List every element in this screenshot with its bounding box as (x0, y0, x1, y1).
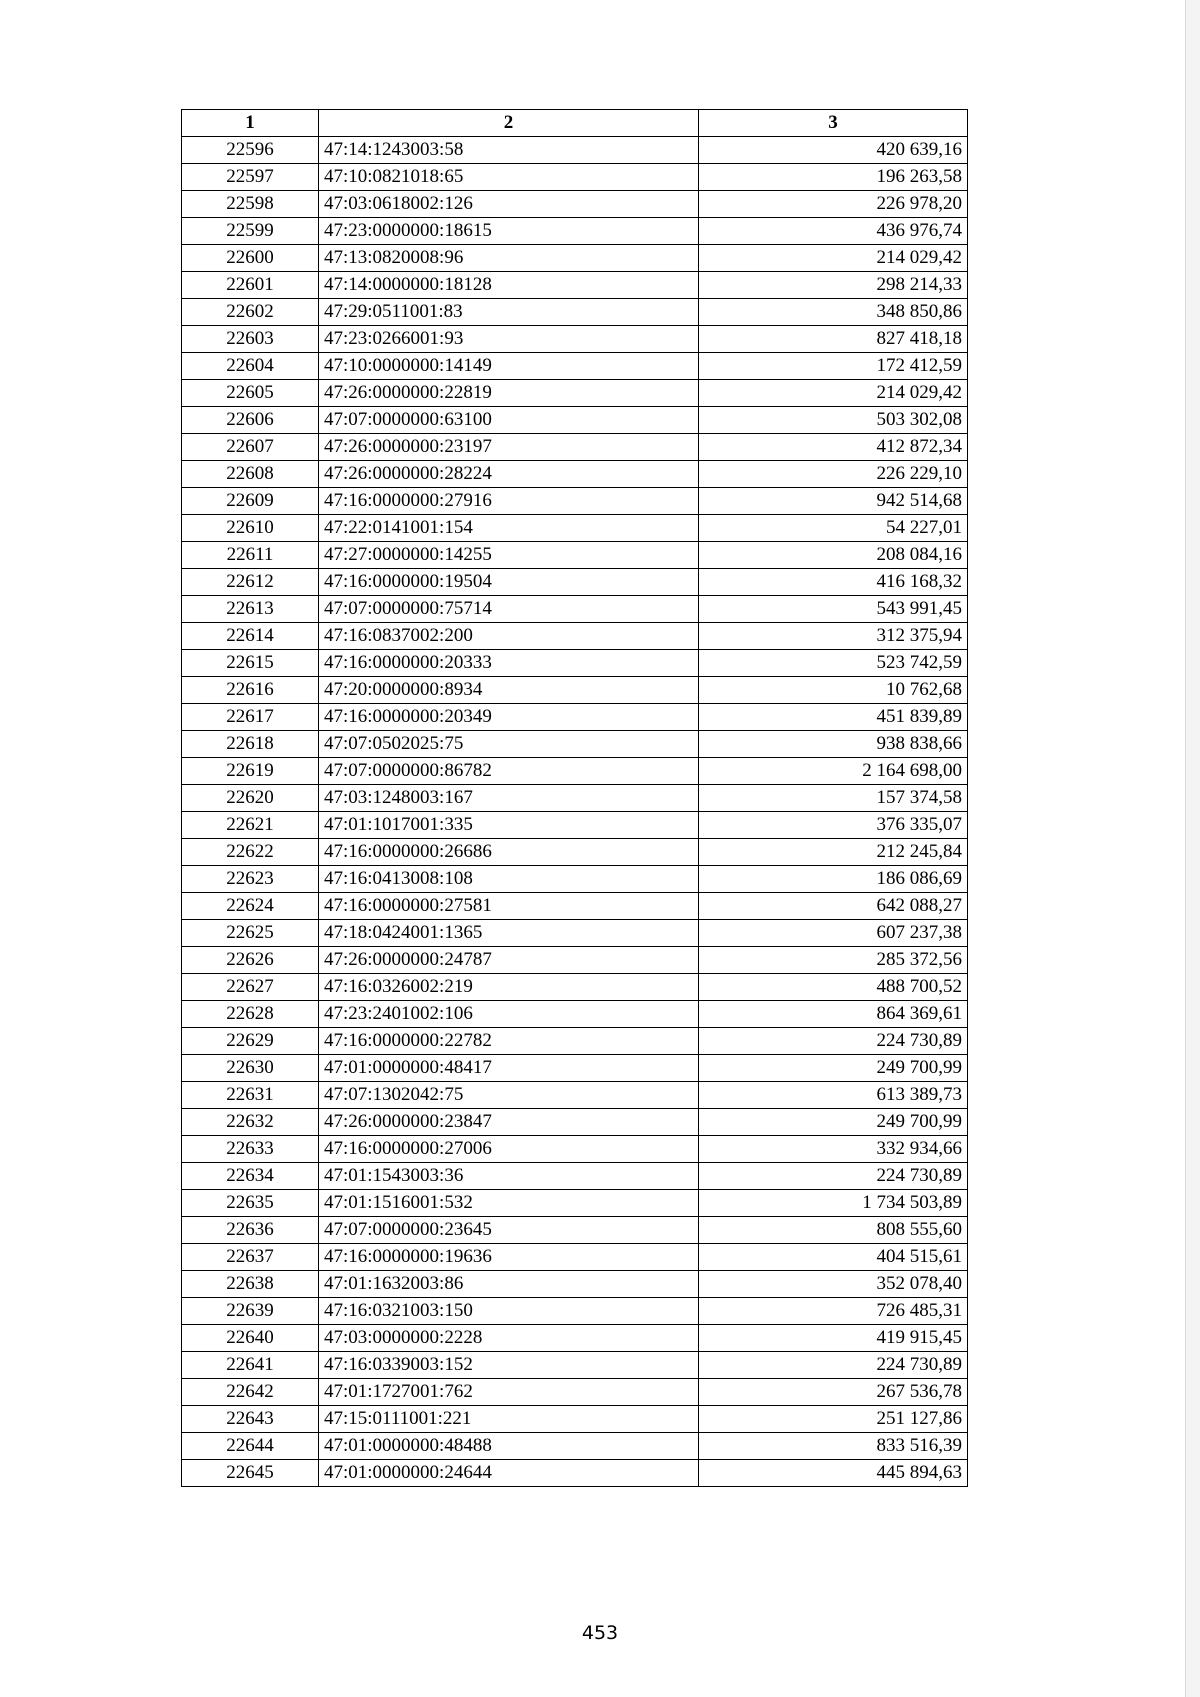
row-number-cell: 22630 (182, 1055, 319, 1082)
row-number-cell: 22597 (182, 164, 319, 191)
table-row (182, 1082, 968, 1109)
cadastral-number-cell: 47:29:0511001:83 (319, 299, 699, 326)
row-number-cell: 22644 (182, 1433, 319, 1460)
value-cell: 214 029,42 (699, 380, 968, 407)
row-number-cell: 22635 (182, 1190, 319, 1217)
row-number-cell: 22642 (182, 1379, 319, 1406)
table-row (182, 1001, 968, 1028)
cadastral-number-cell: 47:16:0000000:27581 (319, 893, 699, 920)
table-row (182, 974, 968, 1001)
row-number-cell: 22618 (182, 731, 319, 758)
table-row (182, 326, 968, 353)
table-row (182, 1433, 968, 1460)
table-row (182, 1460, 968, 1487)
row-number-cell: 22596 (182, 137, 319, 164)
cadastral-number-cell: 47:01:1516001:532 (319, 1190, 699, 1217)
cadastral-number-cell: 47:01:0000000:48417 (319, 1055, 699, 1082)
row-number-cell: 22645 (182, 1460, 319, 1487)
table-row (182, 1163, 968, 1190)
value-cell: 445 894,63 (699, 1460, 968, 1487)
row-number-cell: 22626 (182, 947, 319, 974)
row-number-cell: 22625 (182, 920, 319, 947)
table-row (182, 488, 968, 515)
value-cell: 285 372,56 (699, 947, 968, 974)
value-cell: 827 418,18 (699, 326, 968, 353)
value-cell: 54 227,01 (699, 515, 968, 542)
cadastral-number-cell: 47:26:0000000:22819 (319, 380, 699, 407)
table-row (182, 866, 968, 893)
row-number-cell: 22640 (182, 1325, 319, 1352)
value-cell: 833 516,39 (699, 1433, 968, 1460)
value-cell: 808 555,60 (699, 1217, 968, 1244)
table-row (182, 704, 968, 731)
row-number-cell: 22631 (182, 1082, 319, 1109)
cadastral-number-cell: 47:14:0000000:18128 (319, 272, 699, 299)
row-number-cell: 22636 (182, 1217, 319, 1244)
row-number-cell: 22633 (182, 1136, 319, 1163)
value-cell: 451 839,89 (699, 704, 968, 731)
table-row (182, 245, 968, 272)
page-number: 453 (581, 1622, 619, 1644)
row-number-cell: 22641 (182, 1352, 319, 1379)
row-number-cell: 22600 (182, 245, 319, 272)
table-row (182, 1217, 968, 1244)
table-row (182, 515, 968, 542)
table-row (182, 650, 968, 677)
row-number-cell: 22629 (182, 1028, 319, 1055)
value-cell: 249 700,99 (699, 1109, 968, 1136)
cadastral-number-cell: 47:26:0000000:23197 (319, 434, 699, 461)
cadastral-number-cell: 47:26:0000000:28224 (319, 461, 699, 488)
table-row (182, 191, 968, 218)
cadastral-number-cell: 47:01:1543003:36 (319, 1163, 699, 1190)
cadastral-number-cell: 47:26:0000000:23847 (319, 1109, 699, 1136)
value-cell: 726 485,31 (699, 1298, 968, 1325)
cadastral-number-cell: 47:22:0141001:154 (319, 515, 699, 542)
cadastral-number-cell: 47:10:0821018:65 (319, 164, 699, 191)
value-cell: 312 375,94 (699, 623, 968, 650)
row-number-cell: 22638 (182, 1271, 319, 1298)
cadastral-number-cell: 47:16:0000000:22782 (319, 1028, 699, 1055)
row-number-cell: 22620 (182, 785, 319, 812)
value-cell: 419 915,45 (699, 1325, 968, 1352)
cadastral-number-cell: 47:07:0000000:63100 (319, 407, 699, 434)
row-number-cell: 22634 (182, 1163, 319, 1190)
cadastral-number-cell: 47:27:0000000:14255 (319, 542, 699, 569)
value-cell: 224 730,89 (699, 1163, 968, 1190)
cadastral-number-cell: 47:18:0424001:1365 (319, 920, 699, 947)
page-edge (1185, 0, 1200, 1697)
cadastral-number-cell: 47:01:1632003:86 (319, 1271, 699, 1298)
row-number-cell: 22608 (182, 461, 319, 488)
cadastral-number-cell: 47:16:0326002:219 (319, 974, 699, 1001)
value-cell: 249 700,99 (699, 1055, 968, 1082)
cadastral-number-cell: 47:03:1248003:167 (319, 785, 699, 812)
row-number-cell: 22623 (182, 866, 319, 893)
cadastral-number-cell: 47:16:0837002:200 (319, 623, 699, 650)
row-number-cell: 22602 (182, 299, 319, 326)
cadastral-table (181, 109, 968, 1487)
cadastral-number-cell: 47:07:0000000:75714 (319, 596, 699, 623)
value-cell: 642 088,27 (699, 893, 968, 920)
cadastral-number-cell: 47:07:0502025:75 (319, 731, 699, 758)
cadastral-number-cell: 47:07:0000000:86782 (319, 758, 699, 785)
value-cell: 942 514,68 (699, 488, 968, 515)
value-cell: 212 245,84 (699, 839, 968, 866)
column-header-1: 1 (182, 110, 319, 137)
row-number-cell: 22598 (182, 191, 319, 218)
table-row (182, 1109, 968, 1136)
table-row (182, 947, 968, 974)
table-row (182, 1244, 968, 1271)
value-cell: 376 335,07 (699, 812, 968, 839)
value-cell: 196 263,58 (699, 164, 968, 191)
row-number-cell: 22614 (182, 623, 319, 650)
table-row (182, 812, 968, 839)
value-cell: 332 934,66 (699, 1136, 968, 1163)
row-number-cell: 22606 (182, 407, 319, 434)
row-number-cell: 22619 (182, 758, 319, 785)
value-cell: 864 369,61 (699, 1001, 968, 1028)
column-header-2: 2 (319, 110, 699, 137)
value-cell: 420 639,16 (699, 137, 968, 164)
row-number-cell: 22609 (182, 488, 319, 515)
header-row (182, 110, 968, 137)
row-number-cell: 22617 (182, 704, 319, 731)
row-number-cell: 22643 (182, 1406, 319, 1433)
row-number-cell: 22637 (182, 1244, 319, 1271)
cadastral-number-cell: 47:07:1302042:75 (319, 1082, 699, 1109)
value-cell: 267 536,78 (699, 1379, 968, 1406)
row-number-cell: 22639 (182, 1298, 319, 1325)
table-row (182, 407, 968, 434)
table-row (182, 353, 968, 380)
row-number-cell: 22607 (182, 434, 319, 461)
row-number-cell: 22599 (182, 218, 319, 245)
cadastral-number-cell: 47:23:2401002:106 (319, 1001, 699, 1028)
value-cell: 208 084,16 (699, 542, 968, 569)
cadastral-number-cell: 47:13:0820008:96 (319, 245, 699, 272)
cadastral-number-cell: 47:01:1017001:335 (319, 812, 699, 839)
value-cell: 251 127,86 (699, 1406, 968, 1433)
row-number-cell: 22621 (182, 812, 319, 839)
table-row (182, 1325, 968, 1352)
value-cell: 2 164 698,00 (699, 758, 968, 785)
table-row (182, 1190, 968, 1217)
value-cell: 503 302,08 (699, 407, 968, 434)
value-cell: 224 730,89 (699, 1028, 968, 1055)
row-number-cell: 22627 (182, 974, 319, 1001)
cadastral-number-cell: 47:07:0000000:23645 (319, 1217, 699, 1244)
table-row (182, 542, 968, 569)
table-row (182, 380, 968, 407)
row-number-cell: 22612 (182, 569, 319, 596)
table-body (182, 137, 968, 1487)
value-cell: 404 515,61 (699, 1244, 968, 1271)
value-cell: 10 762,68 (699, 677, 968, 704)
cadastral-number-cell: 47:16:0000000:26686 (319, 839, 699, 866)
value-cell: 613 389,73 (699, 1082, 968, 1109)
table-row (182, 461, 968, 488)
cadastral-number-cell: 47:20:0000000:8934 (319, 677, 699, 704)
column-header-3: 3 (699, 110, 968, 137)
value-cell: 412 872,34 (699, 434, 968, 461)
row-number-cell: 22616 (182, 677, 319, 704)
table-row (182, 1271, 968, 1298)
table-row (182, 677, 968, 704)
table-row (182, 1379, 968, 1406)
row-number-cell: 22605 (182, 380, 319, 407)
cadastral-number-cell: 47:16:0000000:19504 (319, 569, 699, 596)
value-cell: 214 029,42 (699, 245, 968, 272)
cadastral-number-cell: 47:15:0111001:221 (319, 1406, 699, 1433)
row-number-cell: 22632 (182, 1109, 319, 1136)
row-number-cell: 22601 (182, 272, 319, 299)
table-row (182, 1136, 968, 1163)
table-header (182, 110, 968, 137)
table-row (182, 1028, 968, 1055)
cadastral-number-cell: 47:03:0618002:126 (319, 191, 699, 218)
value-cell: 352 078,40 (699, 1271, 968, 1298)
value-cell: 938 838,66 (699, 731, 968, 758)
cadastral-number-cell: 47:16:0000000:20349 (319, 704, 699, 731)
cadastral-number-cell: 47:16:0321003:150 (319, 1298, 699, 1325)
table-row (182, 893, 968, 920)
value-cell: 186 086,69 (699, 866, 968, 893)
row-number-cell: 22603 (182, 326, 319, 353)
row-number-cell: 22628 (182, 1001, 319, 1028)
table-row (182, 137, 968, 164)
value-cell: 224 730,89 (699, 1352, 968, 1379)
cadastral-number-cell: 47:16:0000000:20333 (319, 650, 699, 677)
cadastral-number-cell: 47:01:0000000:48488 (319, 1433, 699, 1460)
table-row (182, 731, 968, 758)
table-row (182, 164, 968, 191)
table-row (182, 272, 968, 299)
cadastral-number-cell: 47:23:0266001:93 (319, 326, 699, 353)
cadastral-number-cell: 47:10:0000000:14149 (319, 353, 699, 380)
cadastral-number-cell: 47:16:0000000:27916 (319, 488, 699, 515)
value-cell: 543 991,45 (699, 596, 968, 623)
table-row (182, 569, 968, 596)
table-row (182, 1406, 968, 1433)
row-number-cell: 22611 (182, 542, 319, 569)
table-row (182, 785, 968, 812)
table-row (182, 596, 968, 623)
row-number-cell: 22624 (182, 893, 319, 920)
value-cell: 172 412,59 (699, 353, 968, 380)
table-row (182, 299, 968, 326)
table-row (182, 758, 968, 785)
cadastral-number-cell: 47:26:0000000:24787 (319, 947, 699, 974)
value-cell: 607 237,38 (699, 920, 968, 947)
value-cell: 226 229,10 (699, 461, 968, 488)
table-row (182, 920, 968, 947)
value-cell: 1 734 503,89 (699, 1190, 968, 1217)
cadastral-number-cell: 47:16:0000000:19636 (319, 1244, 699, 1271)
value-cell: 523 742,59 (699, 650, 968, 677)
row-number-cell: 22615 (182, 650, 319, 677)
cadastral-number-cell: 47:01:1727001:762 (319, 1379, 699, 1406)
value-cell: 436 976,74 (699, 218, 968, 245)
table-row (182, 623, 968, 650)
cadastral-number-cell: 47:14:1243003:58 (319, 137, 699, 164)
row-number-cell: 22604 (182, 353, 319, 380)
table-row (182, 218, 968, 245)
table-row (182, 434, 968, 461)
table-row (182, 1298, 968, 1325)
cadastral-number-cell: 47:01:0000000:24644 (319, 1460, 699, 1487)
cadastral-number-cell: 47:16:0339003:152 (319, 1352, 699, 1379)
cadastral-number-cell: 47:03:0000000:2228 (319, 1325, 699, 1352)
value-cell: 348 850,86 (699, 299, 968, 326)
row-number-cell: 22613 (182, 596, 319, 623)
table-row (182, 839, 968, 866)
table-row (182, 1352, 968, 1379)
value-cell: 416 168,32 (699, 569, 968, 596)
cadastral-number-cell: 47:23:0000000:18615 (319, 218, 699, 245)
value-cell: 298 214,33 (699, 272, 968, 299)
table-row (182, 1055, 968, 1082)
cadastral-number-cell: 47:16:0000000:27006 (319, 1136, 699, 1163)
cadastral-number-cell: 47:16:0413008:108 (319, 866, 699, 893)
value-cell: 488 700,52 (699, 974, 968, 1001)
row-number-cell: 22622 (182, 839, 319, 866)
value-cell: 157 374,58 (699, 785, 968, 812)
row-number-cell: 22610 (182, 515, 319, 542)
value-cell: 226 978,20 (699, 191, 968, 218)
